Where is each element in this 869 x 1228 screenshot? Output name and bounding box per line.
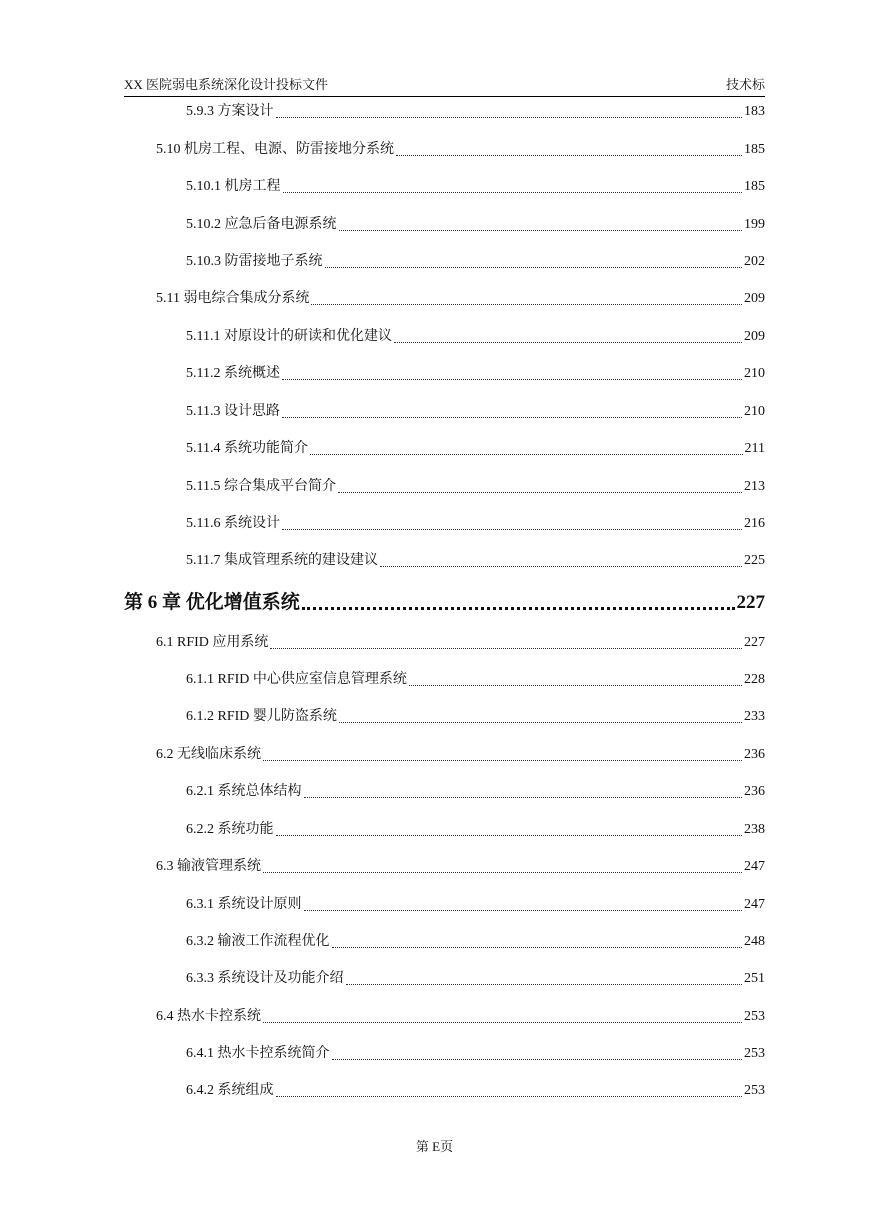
toc-entry-label: 6.2.2 系统功能 [186,822,274,837]
toc-entry-label: 6.3 输液管理系统 [156,859,261,874]
toc-entry-6-3-2[interactable] [186,932,765,952]
toc-entry-label: 5.10.3 防雷接地子系统 [186,254,323,269]
dot-leader [339,722,742,723]
toc-entry-label: 6.2.1 系统总体结构 [186,784,302,799]
toc-entry-5-11[interactable] [156,289,765,309]
dot-leader [276,117,743,118]
toc-entry-label: 6.1.1 RFID 中心供应室信息管理系统 [186,672,407,687]
toc-entry-label: 6.4.2 系统组成 [186,1083,274,1098]
toc-entry-page: 216 [744,516,765,531]
toc-entry-label: 6.2 无线临床系统 [156,747,261,762]
toc-entry-label: 5.11.3 设计思路 [186,404,280,419]
toc-entry-6-4-1[interactable] [186,1044,765,1064]
toc-entry-page: 199 [744,217,765,232]
toc-entry-label: 6.4 热水卡控系统 [156,1009,261,1024]
toc-entry-page: 247 [744,897,765,912]
toc-entry-label: 5.11.4 系统功能简介 [186,441,308,456]
toc-entry-label: 5.11.1 对原设计的研读和优化建议 [186,329,392,344]
dot-leader [332,947,743,948]
dot-leader [270,648,742,649]
toc-entry-page: 210 [744,404,765,419]
document-section-label: 技术标 [725,77,765,92]
toc-entry-label: 6.1.2 RFID 婴儿防盗系统 [186,709,337,724]
dot-leader [282,417,742,418]
toc-entry-5-10-3[interactable] [186,252,765,272]
dot-leader [302,607,735,610]
toc-entry-label: 5.10.2 应急后备电源系统 [186,217,337,232]
toc-chapter-label: 第 6 章 优化增值系统 [124,592,300,613]
dot-leader [380,566,742,567]
dot-leader [304,910,743,911]
toc-entry-6-3-1[interactable] [186,895,765,915]
toc-entry-page: 202 [744,254,765,269]
toc-entry-page: 236 [744,784,765,799]
dot-leader [325,267,743,268]
dot-leader [276,1096,743,1097]
dot-leader [283,192,743,193]
dot-leader [311,304,742,305]
toc-entry-6-2-2[interactable] [186,820,765,840]
toc-entry-label: 6.3.1 系统设计原则 [186,897,302,912]
dot-leader [263,1022,742,1023]
dot-leader [282,529,742,530]
dot-leader [339,230,743,231]
toc-entry-page: 209 [744,291,765,306]
toc-entry-6-4[interactable] [156,1007,765,1027]
dot-leader [276,835,743,836]
dot-leader [396,155,742,156]
toc-entry-5-11-6[interactable] [186,514,765,534]
toc-entry-page: 211 [744,441,765,456]
toc-entry-label: 5.9.3 方案设计 [186,104,274,119]
toc-chapter-6[interactable] [124,590,765,616]
toc-entry-label: 6.3.3 系统设计及功能介绍 [186,971,344,986]
toc-entry-page: 210 [744,366,765,381]
toc-entry-label: 5.11.6 系统设计 [186,516,280,531]
toc-entry-page: 225 [744,553,765,568]
toc-entry-6-3[interactable] [156,857,765,877]
toc-entry-label: 5.10.1 机房工程 [186,179,281,194]
dot-leader [282,379,742,380]
dot-leader [304,797,743,798]
toc-entry-6-4-2[interactable] [186,1081,765,1101]
toc-entry-5-11-7[interactable] [186,551,765,571]
toc-entry-label: 6.3.2 输液工作流程优化 [186,934,330,949]
toc-entry-page: 228 [744,672,765,687]
dot-leader [310,454,743,455]
page-header [124,74,765,97]
toc-entry-page: 253 [744,1009,765,1024]
toc-entry-6-3-3[interactable] [186,969,765,989]
dot-leader [332,1059,743,1060]
toc-entry-page: 238 [744,822,765,837]
page-number-footer: 第 E页 [415,1139,454,1154]
toc-entry-page: 185 [744,179,765,194]
toc-entry-page: 213 [744,479,765,494]
toc-entry-label: 5.11.5 综合集成平台简介 [186,479,336,494]
toc-entry-page: 253 [744,1046,765,1061]
toc-entry-page: 253 [744,1083,765,1098]
dot-leader [409,685,742,686]
toc-entry-label: 5.10 机房工程、电源、防雷接地分系统 [156,142,394,157]
dot-leader [263,872,742,873]
toc-entry-page: 183 [744,104,765,119]
toc-entry-5-11-2[interactable] [186,364,765,384]
dot-leader [263,760,742,761]
toc-entry-5-11-1[interactable] [186,327,765,347]
toc-entry-5-10-2[interactable] [186,215,765,235]
dot-leader [338,492,742,493]
toc-entry-5-10-1[interactable] [186,177,765,197]
toc-entry-5-11-4[interactable] [186,439,765,459]
toc-entry-page: 233 [744,709,765,724]
toc-entry-label: 5.11.7 集成管理系统的建设建议 [186,553,378,568]
toc-entry-label: 6.4.1 热水卡控系统简介 [186,1046,330,1061]
document-title: XX 医院弱电系统深化设计投标文件 [124,77,329,92]
toc-entry-label: 5.11.2 系统概述 [186,366,280,381]
toc-entry-page: 227 [744,635,765,650]
dot-leader [394,342,742,343]
toc-entry-page: 209 [744,329,765,344]
dot-leader [346,984,743,985]
toc-entry-label: 6.1 RFID 应用系统 [156,635,269,650]
toc-entry-5-10[interactable] [156,140,765,160]
toc-entry-5-9-3[interactable] [186,102,765,122]
toc-entry-6-2-1[interactable] [186,782,765,802]
toc-entry-page: 185 [744,142,765,157]
toc-entry-5-11-3[interactable] [186,402,765,422]
toc-entry-5-11-5[interactable] [186,477,765,497]
toc-entry-page: 236 [744,747,765,762]
toc-chapter-page: 227 [736,592,765,613]
toc-entry-label: 5.11 弱电综合集成分系统 [156,291,310,306]
toc-entry-6-1[interactable] [156,633,765,653]
toc-entry-6-2[interactable] [156,745,765,765]
toc-entry-6-1-2[interactable] [186,707,765,727]
toc-entry-6-1-1[interactable] [186,670,765,690]
toc-entry-page: 248 [744,934,765,949]
toc-entry-page: 247 [744,859,765,874]
toc-entry-page: 251 [744,971,765,986]
